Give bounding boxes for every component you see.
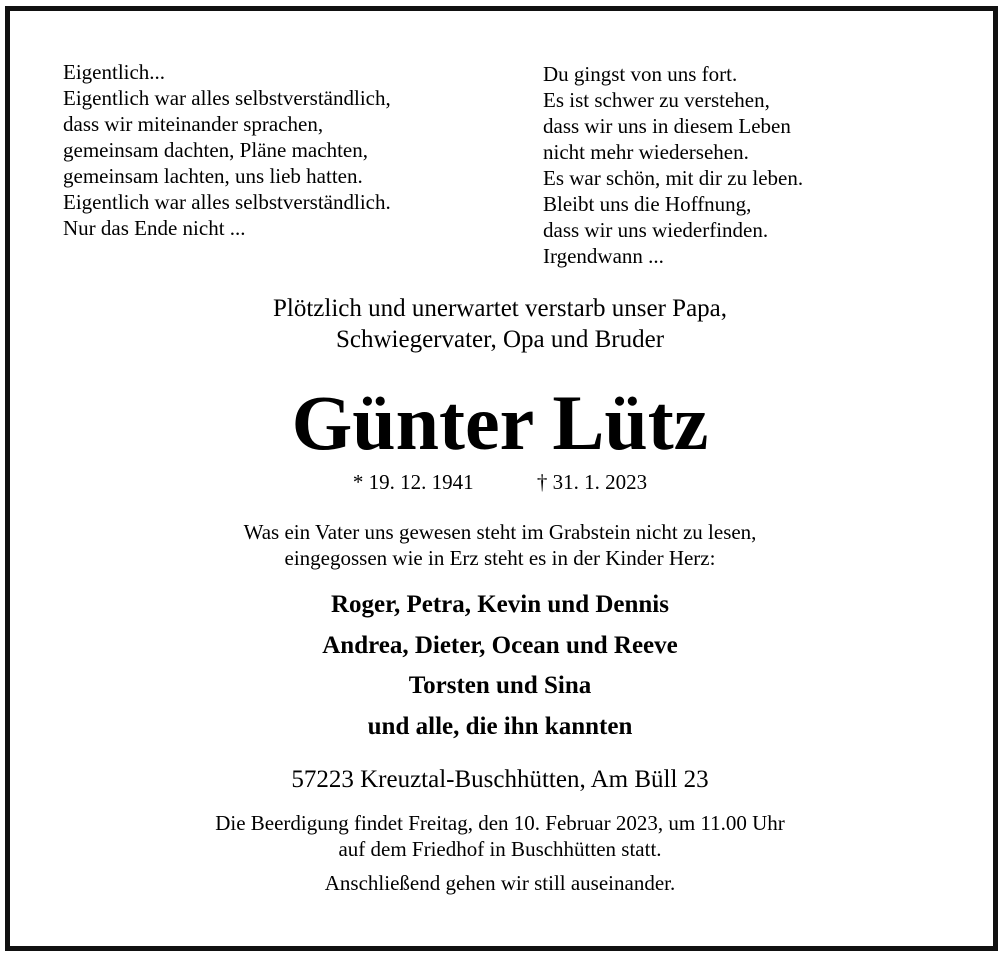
poem-left [63,59,391,241]
birth-date: * 19. 12. 1941 [352,470,474,494]
funeral-line: Die Beerdigung findet Freitag, den 10. Februar 2023, um 11.00 Uhr [215,811,785,835]
intro-text [0,293,1000,355]
poem-left-line: Eigentlich war alles selbstverständlich, [63,86,391,110]
family-names [0,585,1000,747]
family-line: Roger, Petra, Kevin und Dennis [331,591,669,618]
poem-left-line: dass wir miteinander sprachen, [63,112,324,136]
verse-line: eingegossen wie in Erz steht es in der Kinder Herz: [284,546,716,570]
death-date: † 31. 1. 2023 [536,470,648,494]
life-dates [0,468,1000,496]
poem-right-line: Es war schön, mit dir zu leben. [543,166,804,190]
family-line: Torsten und Sina [408,672,592,699]
intro-line: Schwiegervater, Opa und Bruder [335,326,665,353]
verse-line: Was ein Vater uns gewesen steht im Grabstein nicht zu lesen, [243,520,757,544]
funeral-line: auf dem Friedhof in Buschhütten statt. [338,837,662,861]
poem-right-line: Irgendwann ... [543,244,664,268]
closing-note: Anschließend gehen wir still auseinander. [324,871,676,895]
poem-right-line: Bleibt uns die Hoffnung, [543,192,752,216]
poem-left-line: Nur das Ende nicht ... [63,216,246,240]
poem-right-line: dass wir uns in diesem Leben [543,114,791,138]
intro-line: Plötzlich und unerwartet verstarb unser Papa, [272,295,728,322]
poem-left-line: gemeinsam lachten, uns lieb hatten. [63,164,363,188]
deceased-name: Günter Lütz [291,379,709,466]
family-line: und alle, die ihn kannten [367,712,633,740]
poem-right [543,61,803,269]
address: 57223 Kreuztal-Buschhütten, Am Büll 23 [291,766,709,793]
poem-right-line: Du gingst von uns fort. [543,62,738,86]
poem-left-line: Eigentlich... [63,60,166,84]
poem-left-line: gemeinsam dachten, Pläne machten, [63,138,368,162]
funeral-info [0,810,1000,862]
poem-right-line: Es ist schwer zu verstehen, [543,88,770,112]
memorial-verse [0,519,1000,571]
poem-right-line: nicht mehr wiedersehen. [543,140,749,164]
family-line: Andrea, Dieter, Ocean und Reeve [322,631,678,659]
poem-left-line: Eigentlich war alles selbstverständlich. [63,190,391,214]
poem-right-line: dass wir uns wiederfinden. [543,218,769,242]
